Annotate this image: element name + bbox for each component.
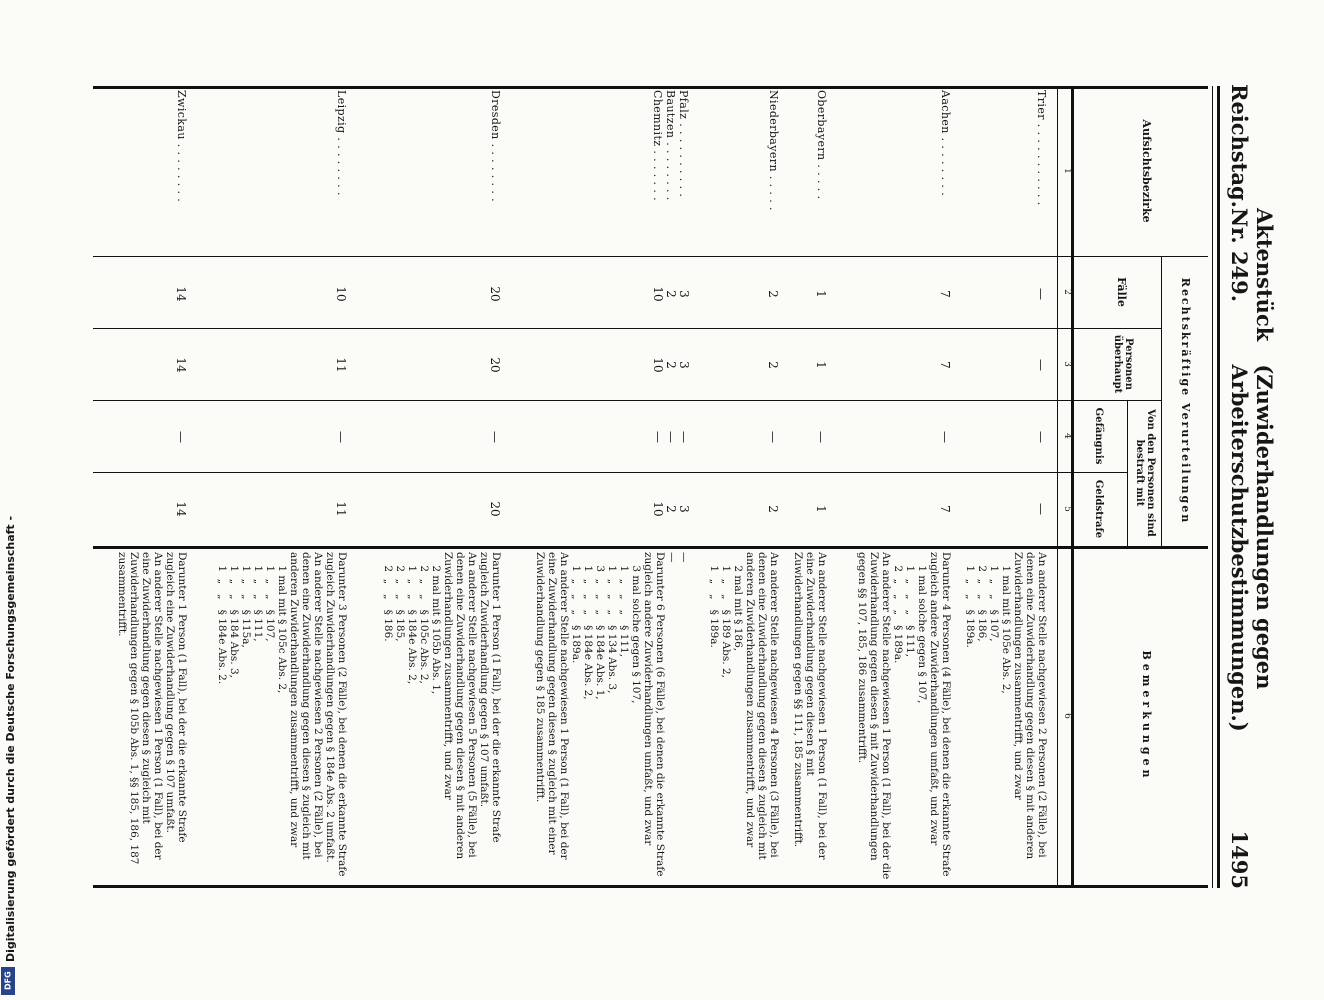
district-name: Trier . . . . . . . . . . . xyxy=(1035,90,1048,206)
cell-personen: 2 xyxy=(766,361,780,369)
cell-geldstrafe: 20 xyxy=(488,501,502,517)
cell-personen: 1 xyxy=(814,361,828,369)
district-name: Leipzig . . . . . . . . xyxy=(335,90,348,196)
page-header xyxy=(1227,84,1277,889)
cell-geldstrafe: 2 xyxy=(766,505,780,513)
cell-personen: 3 2 10 xyxy=(651,357,691,373)
digitization-note: Digitalisierung gefördert durch die Deutsche Forschungsgemeinschaft - xyxy=(4,515,17,962)
header-divider xyxy=(1127,400,1128,546)
column-header-faelle: Fälle xyxy=(1115,277,1128,307)
header-left: Reichstag. xyxy=(1227,84,1252,208)
cell-geldstrafe: 11 xyxy=(334,501,348,517)
column-number: 2 xyxy=(1062,289,1072,295)
cell-faelle: — xyxy=(1034,288,1048,300)
cell-remark: Darunter 4 Personen (4 Fälle), bei denen die erkannte Strafe zugleich andere Zuwiderhandlungen umfaßt, und zwar 1 mal solche gegen § 107, 1 „ „ „ § 111, 2 „ „ „ § 189a. An anderer Stelle nachgewiesen 1 Person (1 Fall), bei der die Zuwiderhandlung gegen diesen § mit Zuwiderhandlungen gegen §§ 107, 185, 186 zusammentrifft. xyxy=(856,552,952,880)
district-name: Niederbayern . . . . . xyxy=(767,90,780,211)
district-name: Zwickau . . . . . . . . xyxy=(175,90,188,203)
cell-faelle: 2 xyxy=(766,290,780,298)
cell-remark: An anderer Stelle nachgewiesen 1 Person (1 Fall), bei der eine Zuwiderhandlung gegen diesen § mit Zuwiderhandlungen gegen §§ 111, 185 zusammentrifft. xyxy=(792,552,828,864)
column-number: 6 xyxy=(1062,713,1072,719)
district-name: Aachen . . . . . . . . xyxy=(939,90,952,197)
table-row xyxy=(534,86,691,888)
cell-personen: 11 xyxy=(334,357,348,373)
cell-faelle: 3 2 10 xyxy=(651,286,691,302)
cell-gefaengnis: — xyxy=(814,431,828,443)
cell-remark: Darunter 1 Person (1 Fall), bei der die erkannte Strafe zugleich Zuwiderhandlung gegen § 107 umfaßt. An anderer Stelle nachgewiesen 5 Personen (5 Fälle), bei denen eine Zuwiderhandlung gegen diesen § mit anderen Zuwiderhandlungen zusammentrifft, und zwar 2 mal mit § 105b Abs. 1, 2 „ „ § 105c Abs. 2, 1 „ „ § 184e Abs. 2, 2 „ „ § 185, 2 „ „ § 186. xyxy=(382,552,502,860)
header-divider xyxy=(1161,256,1162,546)
cell-geldstrafe: — xyxy=(1034,503,1048,515)
cell-geldstrafe: 1 xyxy=(814,505,828,513)
column-header-geldstrafe: Geldstrafe xyxy=(1093,479,1104,539)
cell-remark: An anderer Stelle nachgewiesen 4 Personen (3 Fälle), bei denen eine Zuwiderhandlung gegen diesen § zugleich mit anderen Zuwiderhandlungen zusammentrifft, und zwar 2 mal mit § 186, 1 „ „ § 189 Abs. 2, 1 „ „ § 189a. xyxy=(708,552,780,860)
cell-gefaengnis: — xyxy=(334,431,348,443)
page-number: 1495 xyxy=(1227,830,1252,889)
cell-gefaengnis: — xyxy=(1034,431,1048,443)
cell-geldstrafe: 3 2 10 xyxy=(651,501,691,517)
column-number: 5 xyxy=(1062,506,1072,512)
header-rule-thin xyxy=(1212,86,1213,888)
cell-faelle: 7 xyxy=(938,290,952,298)
column-header-districts: Aufsichtsbezirke xyxy=(1140,119,1153,223)
cell-personen: 7 xyxy=(938,361,952,369)
cell-geldstrafe: 14 xyxy=(174,501,188,517)
column-header-personen: Personen überhaupt xyxy=(1112,334,1134,394)
cell-faelle: 20 xyxy=(488,286,502,302)
column-header-bemerkungen: Bemerkungen xyxy=(1140,650,1153,782)
column-header-gefaengnis: Gefängnis xyxy=(1093,407,1104,465)
cell-geldstrafe: 7 xyxy=(938,505,952,513)
cell-faelle: 10 xyxy=(334,286,348,302)
district-name: Pfalz . . . . . . . . . . Bautzen . . . . . . . . Chemnitz . . . . . . . xyxy=(651,90,690,202)
column-number: 4 xyxy=(1062,433,1072,439)
column-number: 3 xyxy=(1062,361,1072,367)
subgroup-header-bestraft: Von den Personen sind bestraft mit xyxy=(1134,409,1156,537)
dfg-logo: DFG xyxy=(1,967,15,995)
cell-personen: — xyxy=(1034,359,1048,371)
cell-remark: An anderer Stelle nachgewiesen 2 Personen (2 Fälle), bei denen eine Zuwiderhandlung gegen diesen § mit anderen Zuwiderhandlungen zusammentrifft, und zwar 1 mal mit § 105e Abs. 2, 1 „ „ § 107, 2 „ „ § 186, 1 „ „ § 189a. xyxy=(964,552,1048,860)
cell-gefaengnis: — xyxy=(938,431,952,443)
header-rule-thick xyxy=(1217,86,1220,888)
cell-gefaengnis: — — — xyxy=(651,431,691,443)
cell-faelle: 14 xyxy=(174,286,188,302)
cell-personen: 14 xyxy=(174,357,188,373)
cell-gefaengnis: — xyxy=(174,431,188,443)
column-number-rule xyxy=(1057,86,1058,888)
cell-remark: Darunter 1 Person (1 Fall), bei der die erkannte Strafe zugleich eine Zuwiderhandlung gegen § 107 umfaßt. An anderer Stelle nachgewiesen 1 Person (1 Fall), bei der eine Zuwiderhandlung gegen diesen § zugleich mit Zuwiderhandlungen gegen § 105b Abs. 1, §§ 185, 186, 187 zusammentrifft. xyxy=(116,552,188,865)
header-center: Aktenstück Nr. 249. xyxy=(1227,207,1277,342)
district-name: Oberbayern . . . . . xyxy=(815,90,828,200)
group-header-verurteilungen: Rechtskräftige Verurteilungen xyxy=(1179,277,1192,525)
cell-gefaengnis: — xyxy=(488,431,502,443)
statistics-table xyxy=(93,86,1208,888)
cell-remark: — — Darunter 6 Personen (6 Fälle), bei denen die erkannte Strafe zugleich andere Zuwiderhandlungen umfaßt, und zwar 3 mal solche gegen § 107, 1 „ „ „ § 111, 1 „ „ „ § 134 Abs. 3, 3 „ „ „ § 184e Abs. 1, 1 „ „ „ § 184e Abs. 2, 1 „ „ „ § 189a. An anderer Stelle nachgewiesen 1 Person (1 Fall), bei der eine Zuwiderhandlung gegen diesen § zugleich mit einer Zuwiderhandlung gegen § 185 zusammentrifft. xyxy=(534,552,690,877)
cell-personen: 20 xyxy=(488,357,502,373)
header-title: (Zuwiderhandlungen gegen Arbeiterschutzbestimmungen.) xyxy=(1227,364,1277,732)
cell-gefaengnis: — xyxy=(766,431,780,443)
cell-remark: Darunter 3 Personen (2 Fälle), bei denen die erkannte Strafe zugleich Zuwiderhandlungen gegen § 184e Abs. 2 umfaßt. An anderer Stelle nachgewiesen 2 Personen (2 Fälle), bei denen eine Zuwiderhandlung gegen diesen § zugleich mit anderen Zuwiderhandlungen zusammentrifft, und zwar 1 mal mit § 105c Abs. 2, 1 „ „ § 107, 1 „ „ § 111, 1 „ „ § 115a, 1 „ „ § 184 Abs. 3, 1 „ „ § 184e Abs. 2. xyxy=(216,552,348,877)
cell-faelle: 1 xyxy=(814,290,828,298)
column-number: 1 xyxy=(1062,168,1072,174)
district-name: Dresden . . . . . . . . xyxy=(489,90,502,203)
